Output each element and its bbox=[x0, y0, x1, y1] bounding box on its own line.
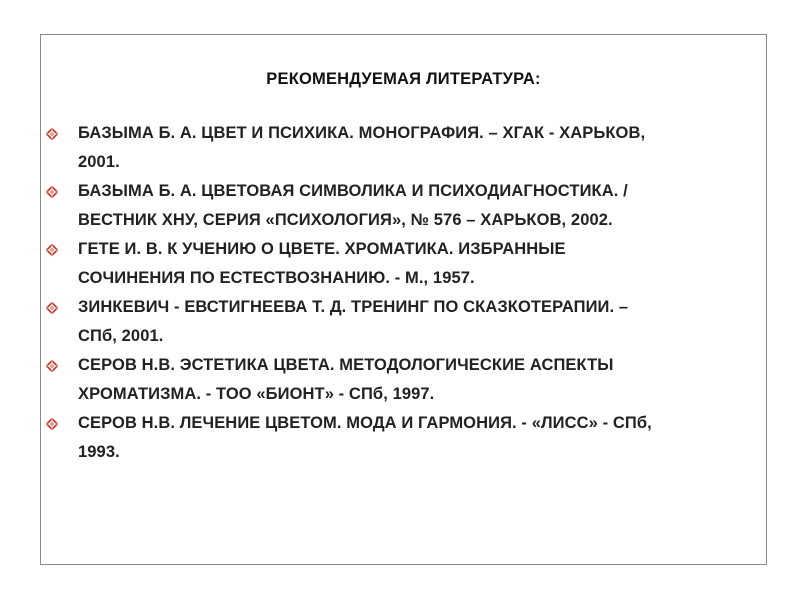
reference-line: СЕРОВ Н.В. ЭСТЕТИКА ЦВЕТА. МЕТОДОЛОГИЧЕСКИЕ АСПЕКТЫ bbox=[78, 356, 614, 374]
reference-line: БАЗЫМА Б. А. ЦВЕТОВАЯ СИМВОЛИКА И ПСИХОДИАГНОСТИКА. / bbox=[78, 182, 628, 200]
ornamental-diamond-icon bbox=[45, 127, 59, 141]
ornamental-diamond-icon bbox=[45, 417, 59, 431]
ornamental-diamond-icon bbox=[45, 359, 59, 373]
reference-line: ЗИНКЕВИЧ - ЕВСТИГНЕЕВА Т. Д. ТРЕНИНГ ПО СКАЗКОТЕРАПИИ. – bbox=[78, 298, 629, 316]
reference-line: СЕРОВ Н.В. ЛЕЧЕНИЕ ЦВЕТОМ. МОДА И ГАРМОНИЯ. - «ЛИСС» - СПб, bbox=[78, 414, 652, 432]
reference-list bbox=[41, 119, 766, 467]
reference-line: СПб, 2001. bbox=[78, 327, 164, 345]
reference-item bbox=[41, 177, 766, 235]
reference-item bbox=[41, 119, 766, 177]
reference-line: ХРОМАТИЗМА. - ТОО «БИОНТ» - СПб, 1997. bbox=[78, 385, 435, 403]
reference-line: ВЕСТНИК ХНУ, СЕРИЯ «ПСИХОЛОГИЯ», № 576 – ХАРЬКОВ, 2002. bbox=[78, 211, 613, 229]
reference-item bbox=[41, 351, 766, 409]
reference-line: 1993. bbox=[78, 443, 120, 461]
ornamental-diamond-icon bbox=[45, 243, 59, 257]
slide bbox=[40, 34, 767, 565]
reference-line: 2001. bbox=[78, 153, 120, 171]
reference-item bbox=[41, 409, 766, 467]
reference-item bbox=[41, 235, 766, 293]
reference-line: СОЧИНЕНИЯ ПО ЕСТЕСТВОЗНАНИЮ. - М., 1957. bbox=[78, 269, 475, 287]
ornamental-diamond-icon bbox=[45, 185, 59, 199]
reference-line: ГЕТЕ И. В. К УЧЕНИЮ О ЦВЕТЕ. ХРОМАТИКА. ИЗБРАННЫЕ bbox=[78, 240, 566, 258]
ornamental-diamond-icon bbox=[45, 301, 59, 315]
slide-title: РЕКОМЕНДУЕМАЯ ЛИТЕРАТУРА: bbox=[266, 70, 541, 88]
reference-line: БАЗЫМА Б. А. ЦВЕТ И ПСИХИКА. МОНОГРАФИЯ. – ХГАК - ХАРЬКОВ, bbox=[78, 124, 646, 142]
reference-item bbox=[41, 293, 766, 351]
